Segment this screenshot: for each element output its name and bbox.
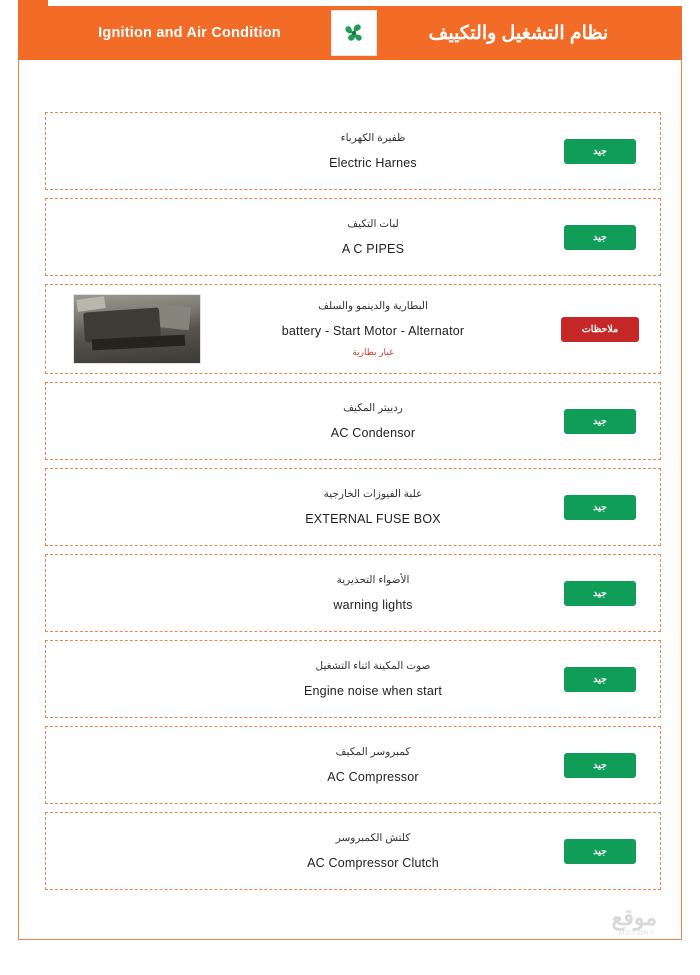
row-label-cell: [206, 208, 540, 266]
status-badge[interactable]: جيد: [564, 667, 636, 692]
row-label-en: battery - Start Motor - Alternator: [281, 324, 465, 338]
row-label-en: EXTERNAL FUSE BOX: [305, 512, 441, 526]
report-body: [18, 60, 682, 940]
status-badge[interactable]: جيد: [564, 139, 636, 164]
row-status-cell: [540, 409, 660, 434]
table-row: [45, 382, 661, 460]
table-row: [45, 284, 661, 374]
row-status-cell: [540, 225, 660, 250]
row-label-en: Engine noise when start: [303, 684, 443, 698]
row-status-cell: [540, 839, 660, 864]
row-label-ar: كلتش الكمبروسر: [335, 832, 411, 844]
table-row: [45, 198, 661, 276]
row-label-ar: ردييتر المكيف: [343, 402, 403, 414]
status-badge[interactable]: جيد: [564, 753, 636, 778]
table-row: [45, 640, 661, 718]
status-badge[interactable]: جيد: [564, 409, 636, 434]
row-status-cell: [540, 317, 660, 342]
table-row: [45, 726, 661, 804]
inspection-row-list: [45, 112, 661, 898]
header-title-ar: نظام التشغيل والتكييف: [428, 22, 609, 44]
row-label-ar: لبات التكيف: [347, 218, 399, 230]
table-row: [45, 554, 661, 632]
row-status-cell: [540, 667, 660, 692]
row-label-cell: [206, 650, 540, 708]
row-label-en: AC Compressor Clutch: [307, 856, 439, 870]
row-label-cell: [206, 822, 540, 880]
row-status-cell: [540, 139, 660, 164]
row-status-cell: [540, 581, 660, 606]
header-title-en: Ignition and Air Condition: [98, 25, 281, 41]
row-label-en: A C PIPES: [341, 242, 405, 256]
row-label-en: AC Condensor: [330, 426, 416, 440]
row-label-ar: كمبروسر المكيف: [335, 746, 411, 758]
row-label-ar: ظفيرة الكهرباء: [340, 132, 406, 144]
row-label-ar: علبة الفيوزات الخارجية: [323, 488, 423, 500]
row-note-text: غبار بطارية: [352, 347, 394, 357]
table-row: [45, 812, 661, 890]
row-label-en: AC Compressor: [327, 770, 419, 784]
row-label-en: Electric Harnes: [329, 156, 417, 170]
report-header: [18, 6, 682, 60]
row-label-cell: [206, 736, 540, 794]
status-badge[interactable]: جيد: [564, 839, 636, 864]
status-badge[interactable]: جيد: [564, 581, 636, 606]
fan-icon: [331, 10, 377, 56]
row-label-ar: البطارية والدينمو والسلف: [318, 300, 428, 312]
row-label-ar: الأضواء التحذيرية: [336, 574, 410, 586]
table-row: [45, 468, 661, 546]
row-thumbnail-cell: [46, 294, 206, 364]
row-label-ar: صوت المكينة اثناء التشغيل: [315, 660, 431, 672]
row-label-cell: [206, 392, 540, 450]
table-row: [45, 112, 661, 190]
status-badge[interactable]: جيد: [564, 225, 636, 250]
row-status-cell: [540, 495, 660, 520]
row-label-cell: [206, 564, 540, 622]
row-status-cell: [540, 753, 660, 778]
watermark: موقع: [611, 905, 657, 930]
watermark-sub: MOTORY: [618, 930, 655, 937]
status-badge[interactable]: ملاحظات: [561, 317, 639, 342]
status-badge[interactable]: جيد: [564, 495, 636, 520]
row-label-cell: [206, 478, 540, 536]
row-label-en: warning lights: [333, 598, 413, 612]
row-label-cell: [206, 290, 540, 368]
engine-photo-thumbnail[interactable]: [73, 294, 201, 364]
row-label-cell: [206, 122, 540, 180]
